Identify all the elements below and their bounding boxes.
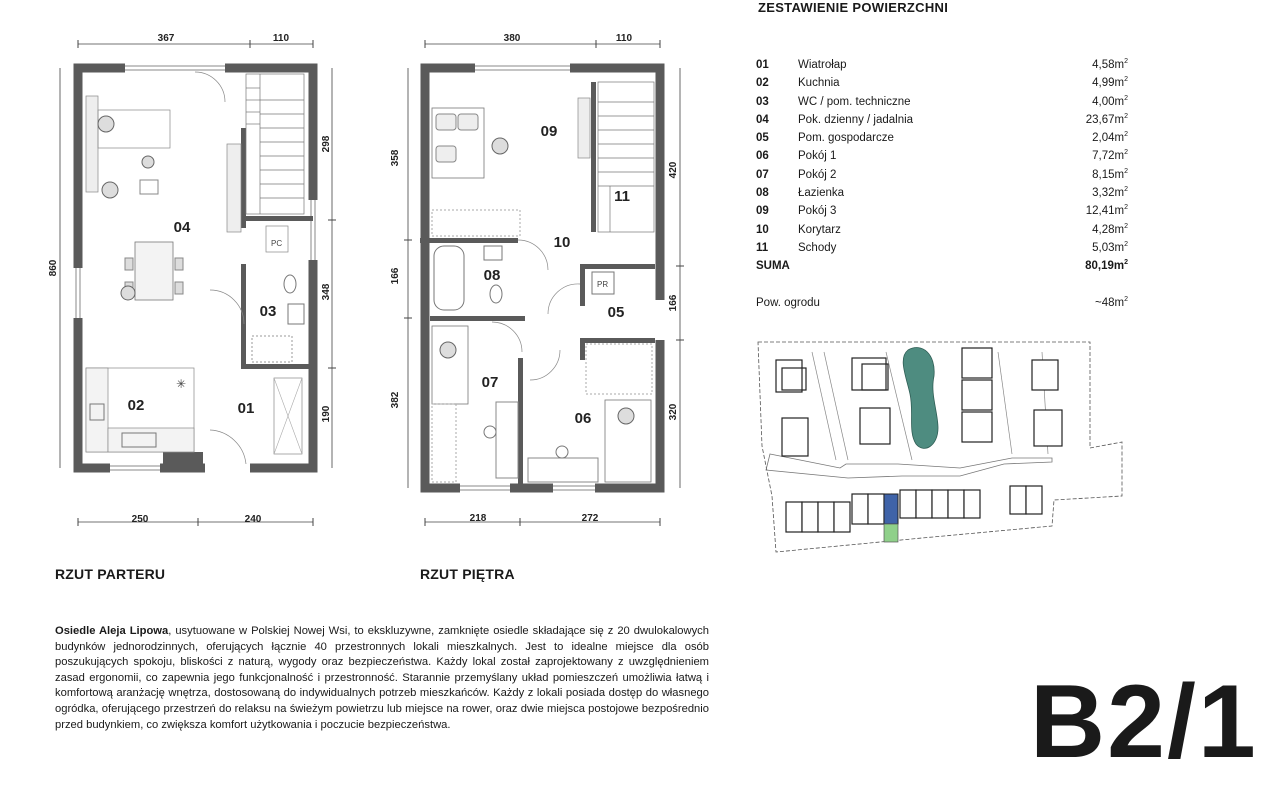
pc-fixture-label: PC	[271, 239, 283, 248]
table-row	[756, 56, 1128, 74]
highlighted-unit	[884, 494, 898, 524]
pr-fixture-label: PR	[597, 280, 609, 289]
upper-dim-right-3: 320	[668, 403, 679, 421]
room-num: 01	[756, 59, 769, 71]
estate-name: Osiedle Aleja Lipowa	[55, 625, 169, 637]
unit-sup: 2	[1124, 259, 1128, 267]
highlighted-garden	[884, 524, 898, 542]
unit-sup: 2	[1124, 296, 1128, 304]
room-name: Pokój 1	[798, 150, 837, 163]
svg-text:✳: ✳	[176, 377, 187, 391]
room-09-label: 09	[540, 123, 558, 140]
room-num: 08	[756, 187, 769, 200]
room-area: 8,15m	[1092, 168, 1125, 181]
room-num: 03	[756, 95, 769, 108]
garden-value: ~48m	[1095, 297, 1125, 309]
table-row	[756, 202, 1128, 220]
dim-left: 860	[48, 259, 59, 277]
unit-sup: 2	[1124, 76, 1128, 84]
room-03-label: 03	[259, 303, 277, 320]
table-row	[756, 129, 1128, 147]
room-area: 23,67m	[1085, 113, 1125, 126]
floor-plans	[0, 0, 740, 600]
room-name: Kuchnia	[798, 77, 840, 90]
upper-dim-bottom-2: 272	[581, 513, 599, 524]
dim-top-1: 367	[157, 33, 175, 44]
unit-sup: 2	[1124, 186, 1128, 194]
room-area: 7,72m	[1092, 150, 1125, 163]
room-name: Łazienka	[798, 187, 845, 200]
description	[55, 624, 709, 733]
upper-dim-left-1: 358	[390, 149, 401, 167]
garden-area	[756, 297, 1128, 309]
upper-dim-top-1: 380	[503, 33, 521, 44]
room-num: 10	[756, 223, 769, 236]
unit-sup: 2	[1124, 113, 1128, 121]
room-area: 2,04m	[1092, 132, 1125, 145]
room-name: Pokój 2	[798, 168, 837, 181]
total-label: SUMA	[756, 260, 790, 273]
upper-floor-plan	[390, 33, 684, 526]
table-row	[756, 74, 1128, 92]
room-num: 04	[756, 113, 769, 126]
unit-sup: 2	[1124, 94, 1128, 102]
table-row	[756, 239, 1128, 257]
room-area: 4,99m	[1092, 77, 1125, 90]
room-area: 12,41m	[1085, 205, 1125, 218]
upper-dim-left-2: 166	[390, 267, 401, 285]
room-num: 05	[756, 132, 769, 145]
dim-top-2: 110	[272, 33, 290, 44]
room-name: Pokój 3	[798, 205, 837, 218]
total-value: 80,19m	[1085, 260, 1125, 273]
ground-floor-plan	[48, 33, 336, 526]
room-01-label: 01	[237, 400, 255, 417]
room-10-label: 10	[553, 234, 571, 251]
total-row	[756, 257, 1128, 275]
table-row	[756, 166, 1128, 184]
room-name: Schody	[798, 241, 837, 254]
room-num: 11	[756, 241, 769, 254]
unit-sup: 2	[1124, 149, 1128, 157]
room-05-label: 05	[607, 304, 625, 321]
room-08-label: 08	[483, 267, 501, 284]
table-row	[756, 93, 1128, 111]
dim-bottom-1: 250	[131, 514, 149, 525]
room-06-label: 06	[574, 410, 592, 427]
room-area: 4,00m	[1092, 95, 1125, 108]
ground-floor-title: RZUT PARTERU	[55, 566, 166, 582]
room-11-label: 11	[614, 188, 630, 205]
upper-dim-right-2: 166	[668, 294, 679, 312]
dim-bottom-2: 240	[244, 514, 262, 525]
room-02-label: 02	[127, 397, 145, 414]
table-row	[756, 184, 1128, 202]
room-name: Pom. gospodarcze	[798, 132, 894, 145]
table-row	[756, 147, 1128, 165]
room-area: 3,32m	[1092, 187, 1125, 200]
unit-sup: 2	[1124, 222, 1128, 230]
upper-floor-title: RZUT PIĘTRA	[420, 566, 515, 582]
dim-right-3: 190	[321, 405, 332, 423]
upper-dim-left-3: 382	[390, 391, 401, 409]
room-name: Pok. dzienny / jadalnia	[798, 113, 914, 126]
unit-sup: 2	[1124, 241, 1128, 249]
unit-sup: 2	[1124, 131, 1128, 139]
room-name: Wiatrołap	[798, 59, 847, 71]
table-row	[756, 111, 1128, 129]
unit-sup: 2	[1124, 204, 1128, 212]
summary-title: ZESTAWIENIE POWIERZCHNI	[758, 0, 949, 15]
room-area: 4,58m	[1092, 59, 1125, 71]
room-num: 06	[756, 150, 769, 163]
upper-dim-right-1: 420	[668, 161, 679, 179]
room-07-label: 07	[481, 374, 499, 391]
upper-dim-top-2: 110	[615, 33, 633, 44]
room-name: Korytarz	[798, 223, 841, 236]
room-num: 07	[756, 168, 769, 181]
room-num: 09	[756, 205, 769, 218]
area-table	[756, 56, 1128, 276]
dim-right-2: 348	[321, 283, 332, 301]
room-area: 4,28m	[1092, 223, 1125, 236]
description-text: , usytuowane w Polskiej Nowej Wsi, to ekskluzywne, zamknięte osiedle składające się z 20 dwulokalowych budynków jednorodzinnych, oferujących łącznie 40 przestronnych lokali mieszkalnych. Jest to idealne miejsce dla osób poszukujących spokoju, bliskości z naturą, wygody oraz bezpieczeństwa. Każdy lokal został zaprojektowany z uwzględnieniem zasad ergonomii, co zapewnia jego funkcjonalność i przestronność. Starannie przemyślany układ pomieszczeń umożliwia łatwą i komfortową aranżację wnętrza, dostosowaną do indywidualnych potrzeb mieszkańców. Każdy z lokali posiada dostęp do własnego ogródka, oferującego przestrzeń do relaksu na świeżym powietrzu lub miejsce na rower, oraz dwie miejsca postojowe bezpośrednio przed budynkiem, co zwiększa komfort użytkowania i poczucie bezpieczeństwa.	[55, 625, 709, 731]
site-plan	[752, 336, 1124, 560]
unit-sup: 2	[1124, 167, 1128, 175]
room-area: 5,03m	[1092, 241, 1125, 254]
room-04-label: 04	[173, 219, 191, 236]
unit-sup: 2	[1124, 58, 1128, 66]
dim-right-1: 298	[321, 135, 332, 153]
garden-label: Pow. ogrodu	[756, 297, 820, 309]
upper-dim-bottom-1: 218	[469, 513, 487, 524]
room-name: WC / pom. techniczne	[798, 95, 911, 108]
table-row	[756, 221, 1128, 239]
room-num: 02	[756, 77, 769, 90]
unit-code: B2/1	[1030, 664, 1258, 780]
